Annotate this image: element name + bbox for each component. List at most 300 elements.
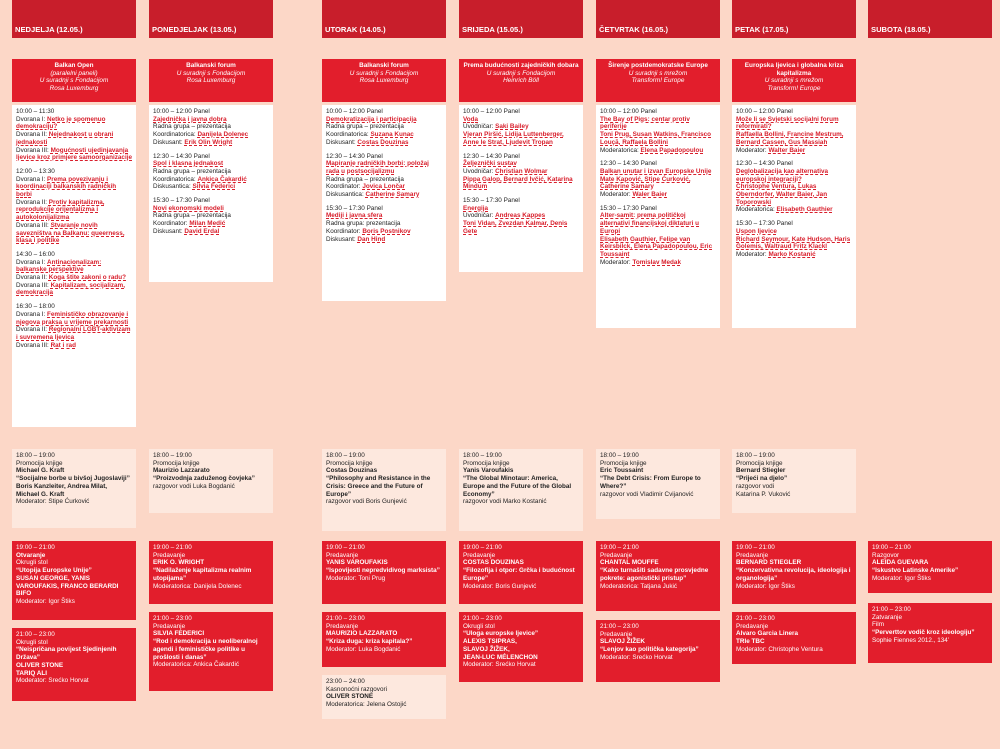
schedule-line: [872, 552, 988, 560]
line-label: Uvodničar:: [463, 212, 496, 220]
schedule-line: [736, 131, 852, 146]
schedule-line: [600, 552, 716, 560]
line-text: Radna grupa – prezentacija: [326, 175, 404, 183]
line-highlight: Može li se Svjetski socijalni forum reformirati?: [736, 115, 839, 131]
line-highlight: Voda: [463, 115, 479, 123]
schedule-line: [736, 206, 852, 214]
evening-event: [596, 620, 720, 682]
schedule-line: [326, 646, 442, 654]
line-text: Promocija knjige: [463, 459, 510, 467]
schedule-line: [326, 678, 442, 686]
line-label: Uvodničar:: [463, 167, 496, 175]
schedule-line: [736, 638, 852, 646]
line-label: Dvorana I:: [16, 258, 48, 266]
evening-event: [732, 612, 856, 664]
line-highlight: Alter-samit: prema političkoj alternativi financijskoj diktaturi u Europi: [600, 212, 700, 235]
line-text: Predavanje: [736, 622, 769, 630]
schedule-line: [326, 236, 442, 244]
line-highlight: Costas Douzinas: [357, 138, 409, 146]
line-highlight: Walter Baier: [768, 146, 806, 154]
schedule-line: [600, 544, 716, 552]
line-text: 15:30 – 17:30 Panel: [736, 220, 793, 228]
schedule-line: [326, 630, 442, 638]
schedule-line: [16, 342, 132, 350]
line-highlight: TARIQ ALI: [16, 669, 48, 677]
line-text: razgovor vodi Boris Gunjević: [326, 498, 407, 506]
schedule-line: [153, 160, 269, 168]
line-text: 12:30 – 14:30 Panel: [600, 160, 657, 168]
day-header: NEDJELJA (12.05.): [12, 0, 136, 38]
schedule-line: [16, 131, 132, 146]
line-text: 19:00 – 21:00: [600, 544, 639, 551]
schedule-line: [736, 544, 852, 552]
forum-subtitle: U suradnji s mrežom: [628, 69, 688, 77]
line-text: 14:30 – 16:00: [16, 250, 55, 258]
schedule-line: [736, 623, 852, 631]
schedule-line: [16, 598, 132, 606]
line-label: Dvorana II:: [16, 198, 49, 206]
schedule-line: [326, 467, 442, 475]
schedule-line: [16, 467, 132, 475]
line-text: 19:00 – 21:00: [16, 544, 55, 551]
line-highlight: SILVIA FEDERICI: [153, 630, 205, 638]
book-promotion: [322, 449, 446, 531]
line-highlight: “Neispričana povijest Sjedinjenih Država”: [16, 646, 117, 662]
line-highlight: Eric Toussaint: [600, 467, 644, 475]
schedule-line: [326, 176, 442, 184]
line-highlight: Antinacionalizam: balkanske perspektive: [16, 258, 102, 274]
line-text: Moderator: Igor Štiks: [736, 582, 795, 590]
line-text: 21:00 – 23:00: [16, 631, 55, 638]
line-text: 18:00 – 19:00: [153, 452, 192, 459]
line-highlight: “Rod i demokracija u neoliberalnoj agendi i feminističke politike u prošlosti i danas”: [153, 638, 258, 661]
line-text: 21:00 – 23:00: [326, 615, 365, 622]
schedule-line: [326, 228, 442, 236]
line-highlight: SLAVOJ ŽIŽEK,: [463, 645, 510, 653]
line-highlight: Vjeran Piršić, Lidija Luttenberger, Anne le Strat, Ljudevit Tropan: [463, 131, 564, 146]
schedule-line: [600, 212, 716, 235]
evening-event: [149, 612, 273, 691]
line-text: 12:30 – 14:30 Panel: [736, 160, 793, 168]
line-highlight: Alvaro Garcia Linera: [736, 630, 799, 638]
schedule-line: [463, 498, 579, 506]
line-highlight: “Lenjov kao politička kategorija”: [600, 646, 699, 654]
line-label: Koordinator:: [153, 220, 190, 228]
schedule-line: [153, 228, 269, 236]
forum-subtitle: Heinrich Böll: [503, 77, 539, 85]
line-highlight: Toni Vidan, Zvezdan Kalmar, Denis Gete: [463, 220, 568, 235]
line-text: 10:00 – 11:30: [16, 108, 55, 115]
line-highlight: Mate Kapović, Stipe Ćurković, Catherine Samary: [600, 175, 691, 191]
schedule-line: [872, 567, 988, 575]
line-highlight: Raffaella Bollini, Francine Mestrum, Bernard Cassen, Gus Massiah: [736, 131, 844, 146]
forum-subtitle: U suradnji s Fondacijom: [39, 77, 109, 85]
schedule-line: [600, 259, 716, 267]
line-text: Predavanje: [600, 551, 633, 559]
line-highlight: Saki Bailey: [495, 123, 529, 131]
line-text: 10:00 – 12:00 Panel: [153, 108, 210, 115]
schedule-line: [326, 139, 442, 147]
line-highlight: Yanis Varoufakis: [463, 467, 514, 475]
line-text: Moderatorica: Danijela Dolenec: [153, 582, 242, 590]
line-highlight: Stvaranje novih savezništva na Balkanu: queerness, klasa i politike: [16, 221, 125, 245]
line-highlight: Mogućnosti ujedinjavanja ljevice kroz primjere samoorganizacije: [16, 146, 133, 162]
schedule-line: [326, 623, 442, 631]
panel-block: [149, 105, 273, 282]
schedule-line: [153, 559, 269, 567]
schedule-line: [16, 222, 132, 245]
line-text: Predavanje: [326, 551, 359, 559]
panel-block: [322, 105, 446, 301]
line-highlight: Jovica Lončar: [362, 183, 405, 191]
schedule-line: [16, 646, 132, 661]
schedule-line: [736, 567, 852, 582]
line-text: 12:00 – 13:30: [16, 167, 55, 175]
line-highlight: Kapitalizam, socijalizam, demokracija: [16, 281, 125, 297]
forum-header: [322, 59, 446, 102]
forum-subtitle: Rosa Luxemburg: [49, 84, 99, 92]
line-highlight: “Prijeći na djelo”: [736, 475, 788, 483]
schedule-line: [153, 567, 269, 582]
day-header: PONEDJELJAK (13.05.): [149, 0, 273, 38]
evening-event: [596, 541, 720, 611]
book-promotion: [149, 449, 273, 513]
line-text: Promocija knjige: [600, 459, 647, 467]
line-highlight: Danijela Dolenec: [197, 131, 249, 139]
line-highlight: Waler Baier: [632, 191, 668, 199]
line-highlight: Željeznički sustav: [463, 160, 517, 168]
schedule-line: [153, 638, 269, 661]
line-text: 21:00 – 23:00: [463, 615, 502, 622]
schedule-line: [153, 197, 269, 205]
schedule-line: [463, 168, 579, 176]
schedule-line: [736, 116, 852, 131]
day-header: SUBOTA (18.05.): [868, 0, 992, 38]
line-highlight: Erik Olin Wright: [184, 138, 233, 146]
schedule-line: [153, 168, 269, 176]
line-label: Moderator:: [736, 146, 769, 154]
line-highlight: “Filozofija i otpor: Grčka i budućnost Europe”: [463, 567, 575, 582]
schedule-line: [736, 183, 852, 206]
line-text: Predavanje: [463, 551, 496, 559]
schedule-line: [16, 168, 132, 176]
line-label: Dvorana I:: [16, 115, 48, 123]
line-label: Moderator:: [600, 191, 633, 199]
schedule-line: [326, 575, 442, 583]
line-text: 19:00 – 21:00: [463, 544, 502, 551]
schedule-line: [463, 654, 579, 662]
schedule-line: [326, 205, 442, 213]
schedule-line: [16, 251, 132, 259]
schedule-line: [326, 452, 442, 460]
line-text: 10:00 – 12:00 Panel: [463, 108, 520, 115]
schedule-line: [736, 491, 852, 499]
day-header: SRIJEDA (15.05.): [459, 0, 583, 38]
evening-event: [12, 541, 136, 620]
schedule-line: [326, 498, 442, 506]
schedule-line: [463, 108, 579, 116]
line-highlight: Dan Hind: [357, 235, 386, 243]
forum-title: Širenje postdemokratske Europe: [608, 62, 708, 69]
schedule-line: [600, 236, 716, 259]
line-highlight: Costas Douzinas: [326, 467, 378, 475]
line-text: Predavanje: [153, 551, 186, 559]
schedule-line: [153, 661, 269, 669]
schedule-line: [16, 282, 132, 297]
line-text: razgovor vodi Vladimir Cvijanović: [600, 490, 694, 498]
book-promotion: [12, 449, 136, 528]
line-text: Predavanje: [326, 622, 359, 630]
schedule-line: [326, 160, 442, 175]
line-text: 19:00 – 21:00: [153, 544, 192, 551]
schedule-line: [463, 661, 579, 669]
schedule-line: [153, 452, 269, 460]
schedule-line: [463, 176, 579, 191]
schedule-line: [600, 467, 716, 475]
evening-event: [149, 541, 273, 604]
schedule-line: [326, 123, 442, 131]
day-header: ČETVRTAK (16.05.): [596, 0, 720, 38]
line-text: 18:00 – 19:00: [736, 452, 775, 459]
line-label: Diskusant:: [326, 235, 358, 243]
line-text: 21:00 – 23:00: [600, 623, 639, 630]
schedule-line: [872, 559, 988, 567]
line-highlight: ALEXIS TSIPRAS,: [463, 638, 517, 646]
line-label: Uvodničar:: [463, 123, 496, 131]
line-highlight: ALEIDA GUEVARA: [872, 559, 929, 567]
panel-block: [459, 105, 583, 272]
schedule-line: [16, 460, 132, 468]
schedule-line: [16, 575, 132, 598]
schedule-line: [326, 559, 442, 567]
line-text: 10:00 – 12:00 Panel: [600, 108, 657, 115]
forum-subtitle: (paralelni paneli): [50, 69, 98, 77]
line-label: Diskusant:: [326, 138, 358, 146]
schedule-line: [872, 614, 988, 622]
schedule-line: [463, 646, 579, 654]
schedule-line: [463, 559, 579, 567]
forum-subtitle: Transform! Europe: [767, 84, 821, 92]
line-highlight: Boris Postnikov: [362, 227, 411, 235]
line-text: Moderator: Luka Bogdanić: [326, 645, 401, 653]
line-label: Koordinator:: [326, 183, 363, 191]
schedule-line: [463, 583, 579, 591]
line-text: Zatvaranje: [872, 613, 902, 621]
schedule-line: [600, 491, 716, 499]
evening-event: [12, 628, 136, 701]
schedule-line: [326, 183, 442, 191]
schedule-line: [16, 483, 132, 498]
forum-title: Prema budućnosti zajedničkih dobara: [463, 62, 579, 69]
line-highlight: Marko Kostanić: [768, 250, 816, 258]
line-highlight: “Konzervativna revolucija, ideologija i organologija”: [736, 567, 851, 582]
schedule-line: [463, 212, 579, 220]
line-label: Dvorana III:: [16, 341, 51, 349]
schedule-line: [153, 205, 269, 213]
day-header: PETAK (17.05.): [732, 0, 856, 38]
line-label: Dvorana I:: [16, 175, 48, 183]
schedule-line: [600, 452, 716, 460]
schedule-line: [153, 583, 269, 591]
line-text: Moderator: Srećko Horvat: [600, 653, 673, 661]
schedule-line: [463, 615, 579, 623]
line-text: 19:00 – 21:00: [872, 544, 911, 551]
schedule-line: [326, 153, 442, 161]
schedule-line: [600, 475, 716, 490]
schedule-line: [600, 191, 716, 199]
line-highlight: Koga štite zakoni o radu?: [48, 274, 126, 282]
schedule-line: [600, 176, 716, 191]
forum-subtitle: Transform! Europe: [631, 77, 685, 85]
schedule-line: [16, 552, 132, 560]
line-highlight: “Kako turnašiti sadavne prosvjedne pokrete: agonistički pristup”: [600, 567, 709, 582]
schedule-line: [326, 615, 442, 623]
line-text: Predavanje: [153, 622, 186, 630]
line-highlight: Michael G. Kraft: [16, 467, 65, 475]
forum-title: Europska ljevica i globalna kriza kapitalizma: [744, 62, 844, 77]
schedule-line: [326, 220, 442, 228]
line-text: Radna grupa – prezentacija: [153, 123, 231, 131]
schedule-line: [600, 116, 716, 131]
schedule-line: [736, 168, 852, 183]
evening-event: [732, 541, 856, 604]
schedule-line: [153, 615, 269, 623]
schedule-line: [463, 220, 579, 235]
schedule-line: [463, 623, 579, 631]
schedule-line: [463, 552, 579, 560]
schedule-line: [16, 259, 132, 274]
line-label: Dvorana I:: [16, 310, 48, 318]
line-text: Promocija knjige: [153, 459, 200, 467]
line-highlight: Christian Wolmar: [495, 167, 548, 175]
schedule-line: [463, 544, 579, 552]
line-text: Promocija knjige: [16, 459, 63, 467]
schedule-line: [736, 147, 852, 155]
schedule-line: [600, 654, 716, 662]
line-highlight: Suzana Kunac: [370, 131, 414, 139]
schedule-line: [16, 662, 132, 670]
line-text: Moderator: Stipe Ćurković: [16, 498, 90, 506]
line-text: Moderator: Igor Štiks: [872, 574, 931, 582]
line-highlight: “Kriza duga: kriza kapitala?”: [326, 638, 413, 646]
schedule-line: [600, 559, 716, 567]
line-text: 21:00 – 23:00: [736, 615, 775, 622]
schedule-line: [326, 567, 442, 575]
line-highlight: Boris Kanzleiter, Andrea Milat, Michael G. Kraft: [16, 482, 108, 498]
line-label: Dvorana II:: [16, 326, 49, 334]
schedule-line: [153, 108, 269, 116]
line-highlight: Netko je spomenuo demokraciju?: [16, 115, 106, 131]
schedule-line: [326, 212, 442, 220]
line-highlight: YANIS VAROUFAKIS: [326, 559, 388, 567]
forum-subtitle: U suradnji s Fondacijom: [176, 69, 246, 77]
line-highlight: Balkan unutar i izvan Europske Unije: [600, 167, 712, 175]
schedule-line: [16, 274, 132, 282]
line-highlight: Mapiranje radničkih borbi: položaj rada u postsocijalizmu: [326, 160, 429, 175]
line-label: Diskusantica:: [326, 191, 366, 199]
line-text: 19:00 – 21:00: [326, 544, 365, 551]
schedule-line: [600, 131, 716, 146]
line-highlight: Energija: [463, 204, 489, 212]
schedule-line: [326, 552, 442, 560]
schedule-line: [153, 139, 269, 147]
schedule-line: [463, 460, 579, 468]
schedule-line: [153, 623, 269, 631]
line-text: Moderator: Igor Štiks: [16, 597, 75, 605]
schedule-line: [600, 168, 716, 176]
schedule-line: [326, 108, 442, 116]
line-highlight: “Socijalne borbe u bivšoj Jugoslaviji”: [16, 475, 130, 483]
schedule-line: [326, 638, 442, 646]
schedule-line: [600, 623, 716, 631]
line-label: Dvorana II:: [16, 274, 49, 282]
line-highlight: Milan Medić: [189, 220, 226, 228]
schedule-line: [736, 251, 852, 259]
schedule-line: [16, 116, 132, 131]
schedule-line: [463, 567, 579, 582]
schedule-line: [872, 544, 988, 552]
schedule-line: [16, 108, 132, 116]
schedule-line: [736, 228, 852, 236]
schedule-line: [153, 467, 269, 475]
line-text: Moderatorica: Ankica Čakardić: [153, 661, 240, 669]
line-text: 15:30 – 17:30 Panel: [326, 204, 383, 212]
line-text: Moderator: Christophe Ventura: [736, 645, 823, 653]
forum-title: Balkanski forum: [359, 62, 409, 69]
panel-block: [12, 105, 136, 427]
schedule-line: [153, 131, 269, 139]
schedule-line: [463, 638, 579, 646]
schedule-line: [16, 176, 132, 199]
schedule-line: [736, 236, 852, 251]
line-highlight: Deglobalizacija kao alternativa europskoj integraciji?: [736, 167, 829, 183]
line-label: Moderator:: [736, 250, 769, 258]
schedule-line: [463, 475, 579, 498]
schedule-line: [16, 498, 132, 506]
line-text: Radna grupa: prezentacija: [326, 220, 401, 228]
line-text: 12:30 – 14:30 Panel: [153, 152, 210, 160]
line-text: Moderatorica: Tatjana Jukić: [600, 582, 678, 590]
late-night-talk: [322, 675, 446, 719]
line-text: Moderator: Toni Prug: [326, 574, 386, 582]
line-text: Okrugli stol: [463, 622, 495, 630]
line-text: 18:00 – 19:00: [600, 452, 639, 459]
schedule-line: [16, 452, 132, 460]
line-highlight: Feminističko obrazovanje i njegova praksa u vrijeme prekarnosti: [16, 310, 129, 326]
line-highlight: Silvia Federici: [192, 183, 236, 191]
line-highlight: Christophe Ventura, Lukas Oberndorfer, Walter Baier, Jan Toporowski: [736, 183, 828, 206]
evening-event: [322, 541, 446, 604]
schedule-line: [872, 629, 988, 637]
schedule-line: [463, 467, 579, 475]
line-highlight: Ankica Čakardić: [197, 175, 247, 183]
line-text: Katarina P. Vuković: [736, 490, 791, 498]
line-text: 15:30 – 17:30 Panel: [600, 204, 657, 212]
line-highlight: Novi ekonomski modeli: [153, 204, 224, 212]
schedule-line: [326, 475, 442, 498]
line-text: Radna grupa – prezentacija: [326, 123, 404, 131]
line-highlight: Nejednakost u obrani jednakosti: [16, 131, 114, 146]
schedule-line: [153, 475, 269, 483]
line-text: Moderator: Srećko Horvat: [16, 677, 89, 685]
schedule-line: [736, 467, 852, 475]
line-highlight: Spol i klasna jednakost: [153, 160, 224, 168]
schedule-line: [463, 630, 579, 638]
line-text: 19:00 – 21:00: [736, 544, 775, 551]
schedule-line: [153, 220, 269, 228]
schedule-line: [463, 452, 579, 460]
line-text: 18:00 – 19:00: [16, 452, 55, 459]
